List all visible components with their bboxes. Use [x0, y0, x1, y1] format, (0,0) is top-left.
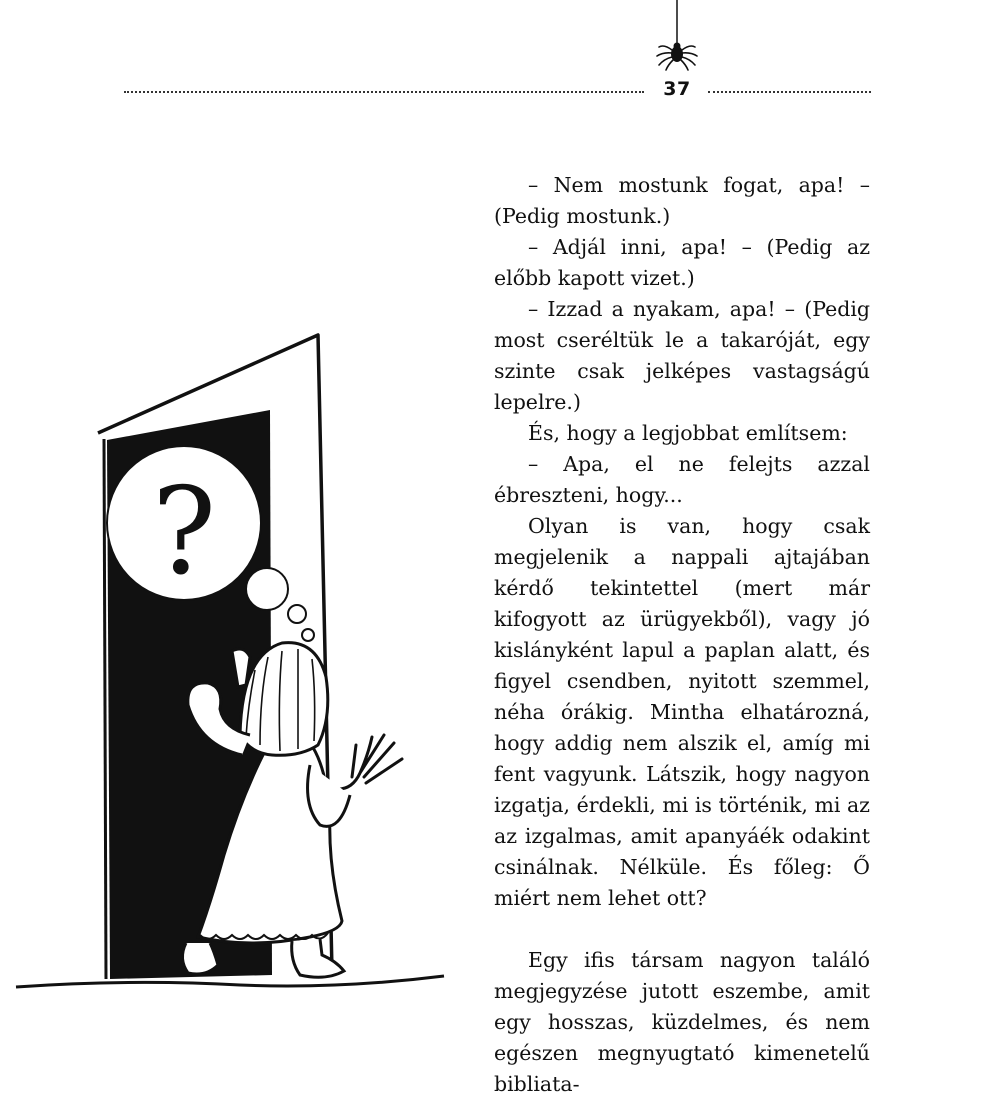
dotted-rule-right — [708, 91, 871, 93]
question-mark: ? — [151, 463, 217, 602]
paragraph: – Nem mostunk fogat, apa! – (Pedig mostunk.) — [494, 173, 870, 228]
paragraph: Olyan is van, hogy csak megjelenik a nappali ajtajában kérdő tekintettel (mert már kifogyott az ürügyekből), vagy jó kislányként lapul a paplan alatt, és figyel csendben, nyitott szemmel, néha órákig. Mintha elhatározná, hogy addig nem alszik el, amíg mi fent vagyunk. Látszik, hogy nagyon izgatja, érdekli, mi is történik, mi az az izgalmas, amit apanyáék odakint csinálnak. Nélküle. És főleg: Ő miért nem lehet ott? — [494, 514, 870, 910]
paragraph: – Izzad a nyakam, apa! – (Pedig most cseréltük le a takaróját, egy szinte csak jelképes vastagságú lepelre.) — [494, 297, 870, 414]
paragraph: – Apa, el ne felejts azzal ébreszteni, hogy... — [494, 452, 870, 507]
page-number: 37 — [663, 78, 691, 100]
body-text — [494, 170, 870, 1100]
dotted-rule-left — [124, 91, 644, 93]
paragraph: Egy ifis társam nagyon találó megjegyzése jutott eszembe, amit egy hosszas, küzdelmes, és nem egészen megnyugtató kimenetelű bibliata- — [494, 948, 870, 1096]
paragraph: – Adjál inni, apa! – (Pedig az előbb kapott vizet.) — [494, 235, 870, 290]
spider-icon — [650, 0, 704, 72]
girl-at-door-illustration — [10, 325, 450, 1000]
paragraph: És, hogy a legjobbat említsem: — [528, 421, 848, 445]
page-header — [0, 0, 993, 110]
